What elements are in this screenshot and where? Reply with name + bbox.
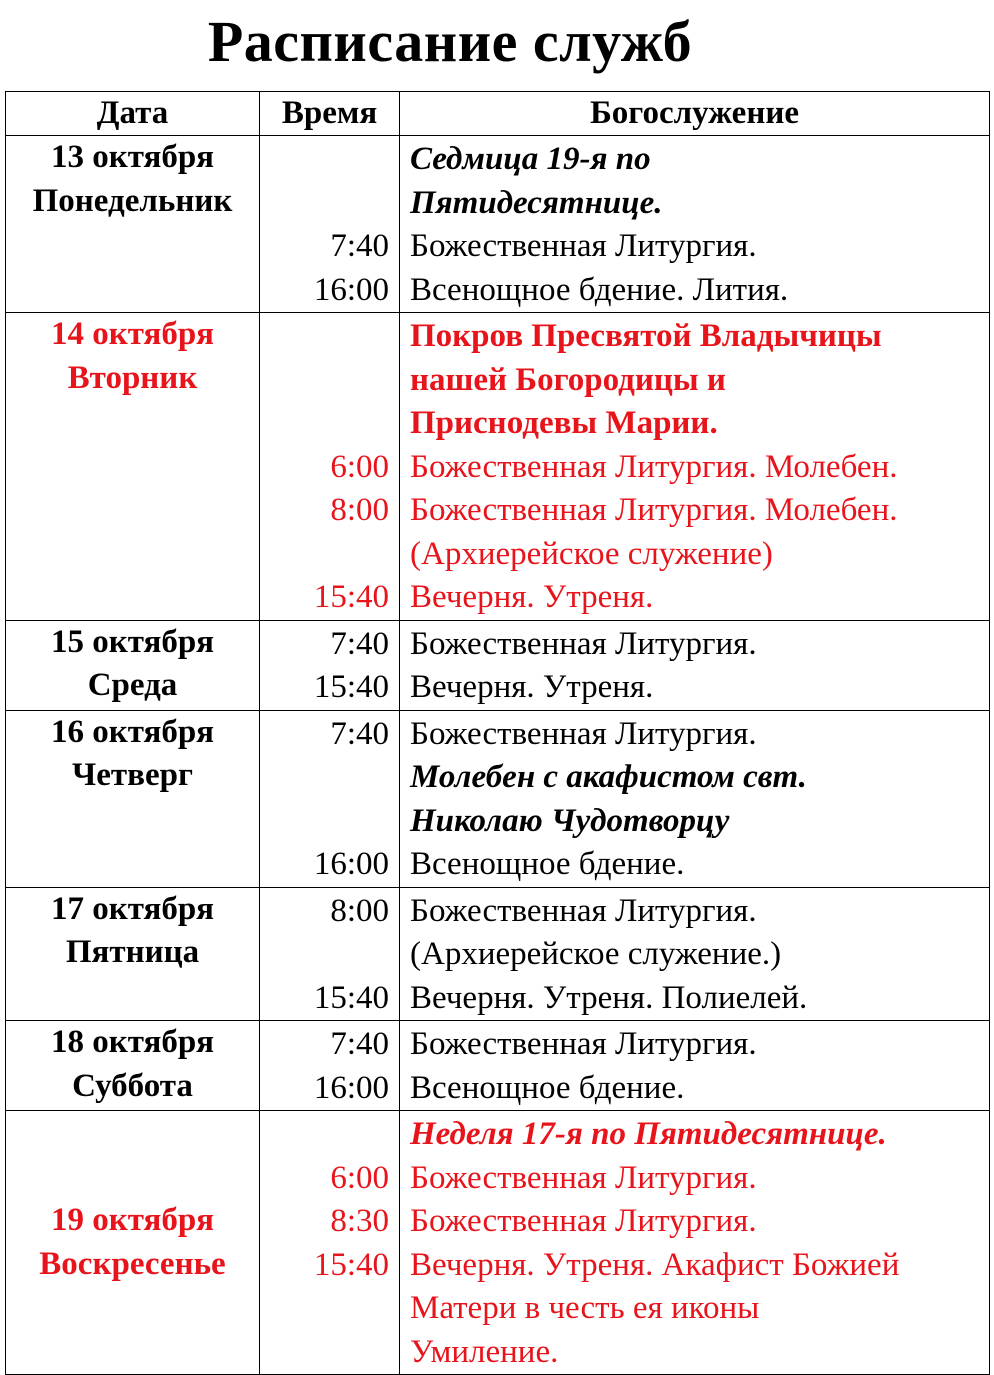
service-text: Седмица 19-я по bbox=[410, 141, 651, 177]
service-text: Божественная Литургия. bbox=[410, 1203, 757, 1239]
day-service-cell bbox=[400, 1021, 990, 1111]
service-text: Пятидесятнице. bbox=[410, 184, 663, 221]
service-time bbox=[260, 533, 389, 577]
service-text: Божественная Литургия. bbox=[410, 228, 757, 264]
day-date: 18 октября bbox=[50, 1024, 215, 1060]
service-time: 8:00 bbox=[330, 492, 389, 528]
day-date-cell bbox=[6, 710, 260, 887]
day-row bbox=[6, 136, 990, 313]
day-service-cell bbox=[400, 1111, 990, 1375]
day-row bbox=[6, 1021, 990, 1111]
day-weekday: Среда bbox=[87, 667, 178, 703]
day-time-cell bbox=[260, 1021, 400, 1111]
day-weekday: Пятница bbox=[65, 934, 200, 970]
day-row bbox=[6, 887, 990, 1021]
service-time: 15:40 bbox=[313, 979, 389, 1016]
day-date: 17 октября bbox=[50, 890, 215, 927]
day-weekday: Понедельник bbox=[32, 182, 233, 219]
service-time: 6:00 bbox=[330, 1159, 389, 1196]
day-date-cell bbox=[6, 887, 260, 1021]
service-time bbox=[260, 138, 389, 182]
day-weekday: Суббота bbox=[72, 1067, 193, 1104]
service-text: Божественная Литургия. Молебен. bbox=[410, 448, 898, 485]
service-time: 16:00 bbox=[313, 1069, 389, 1106]
service-text: Божественная Литургия. bbox=[410, 715, 757, 752]
service-text: Божественная Литургия. bbox=[410, 892, 757, 929]
service-time: 7:40 bbox=[330, 625, 389, 662]
day-time-cell bbox=[260, 313, 400, 621]
service-time: 7:40 bbox=[330, 715, 389, 752]
service-time: 16:00 bbox=[313, 271, 389, 308]
day-date-cell bbox=[6, 1111, 260, 1375]
service-time bbox=[260, 182, 389, 226]
header-date: Дата bbox=[6, 92, 260, 136]
day-weekday: Четверг bbox=[72, 757, 193, 793]
service-text: Божественная Литургия. bbox=[410, 1159, 757, 1196]
day-weekday: Воскресенье bbox=[39, 1245, 226, 1282]
day-service-cell bbox=[400, 313, 990, 621]
service-time bbox=[260, 933, 389, 977]
day-date: 15 октября bbox=[50, 623, 215, 660]
day-service-cell bbox=[400, 710, 990, 887]
service-text: нашей Богородицы и bbox=[410, 361, 726, 398]
service-time: 8:00 bbox=[330, 892, 389, 929]
service-time: 16:00 bbox=[313, 846, 389, 882]
service-text: Божественная Литургия. bbox=[410, 1026, 757, 1062]
service-text: Всенощное бдение. bbox=[410, 1069, 685, 1106]
day-row bbox=[6, 620, 990, 710]
day-time-cell bbox=[260, 710, 400, 887]
service-time bbox=[260, 1287, 389, 1331]
service-text: Божественная Литургия. bbox=[410, 625, 757, 662]
service-time bbox=[260, 315, 389, 359]
service-time bbox=[260, 756, 389, 800]
service-text: Вечерня. Утреня. bbox=[410, 579, 654, 615]
day-service-cell bbox=[400, 620, 990, 710]
service-text: Всенощное бдение. bbox=[410, 846, 685, 882]
service-text: Матери в честь ея иконы bbox=[410, 1290, 760, 1326]
day-time-cell bbox=[260, 620, 400, 710]
header-row bbox=[6, 92, 990, 136]
day-date-cell bbox=[6, 136, 260, 313]
day-date: 16 октября bbox=[50, 713, 215, 750]
service-text: Приснодевы Марии. bbox=[410, 405, 718, 441]
day-row bbox=[6, 710, 990, 887]
service-text: Вечерня. Утреня. bbox=[410, 669, 654, 705]
service-time bbox=[260, 402, 389, 446]
service-text: Неделя 17-я по Пятидесятнице. bbox=[410, 1116, 887, 1152]
service-time bbox=[260, 1331, 389, 1375]
day-date-cell bbox=[6, 313, 260, 621]
service-time: 15:40 bbox=[313, 1246, 389, 1283]
service-time bbox=[260, 800, 389, 844]
header-service: Богослужение bbox=[400, 92, 990, 136]
day-service-cell bbox=[400, 887, 990, 1021]
day-date: 14 октября bbox=[50, 316, 215, 352]
service-text: Вечерня. Утреня. Акафист Божией bbox=[410, 1246, 900, 1283]
day-time-cell bbox=[260, 1111, 400, 1375]
service-time: 6:00 bbox=[330, 448, 389, 485]
day-row bbox=[6, 313, 990, 621]
header-time: Время bbox=[260, 92, 400, 136]
service-time bbox=[260, 359, 389, 403]
day-weekday: Вторник bbox=[67, 359, 198, 396]
day-time-cell bbox=[260, 887, 400, 1021]
schedule-body bbox=[6, 136, 990, 1375]
service-text: Умиление. bbox=[410, 1333, 559, 1370]
day-row bbox=[6, 1111, 990, 1375]
day-date-cell bbox=[6, 1021, 260, 1111]
schedule-table bbox=[5, 91, 990, 1375]
page-title: Расписание служб bbox=[207, 9, 693, 74]
service-time: 15:40 bbox=[313, 579, 389, 615]
service-text: Вечерня. Утреня. Полиелей. bbox=[410, 979, 808, 1016]
day-date-cell bbox=[6, 620, 260, 710]
service-text: Всенощное бдение. Лития. bbox=[410, 271, 789, 308]
day-time-cell bbox=[260, 136, 400, 313]
service-text: (Архиерейское служение) bbox=[410, 535, 773, 572]
service-time: 15:40 bbox=[313, 669, 389, 705]
service-text: Николаю Чудотворцу bbox=[410, 802, 730, 839]
service-time: 8:30 bbox=[330, 1203, 389, 1239]
day-date: 13 октября bbox=[50, 139, 215, 175]
service-time: 7:40 bbox=[330, 228, 389, 264]
service-text: (Архиерейское служение.) bbox=[410, 936, 782, 972]
service-text: Молебен с акафистом свт. bbox=[410, 759, 807, 795]
day-date: 19 октября bbox=[50, 1202, 215, 1238]
service-text: Покров Пресвятой Владычицы bbox=[410, 318, 882, 354]
service-time: 7:40 bbox=[330, 1026, 389, 1062]
day-service-cell bbox=[400, 136, 990, 313]
service-text: Божественная Литургия. Молебен. bbox=[410, 492, 898, 528]
service-time bbox=[260, 1113, 389, 1157]
